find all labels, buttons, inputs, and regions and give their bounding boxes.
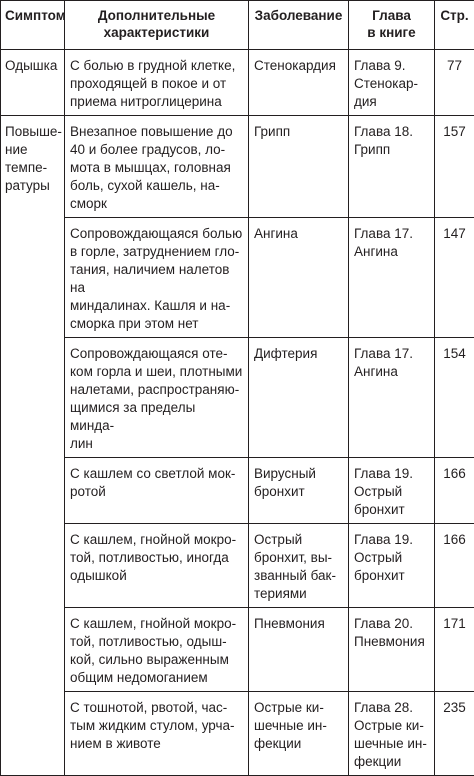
disease-cell-line: Грипп <box>254 123 343 141</box>
chapter-cell-line: Пневмония <box>354 633 429 651</box>
header-disease <box>249 1 349 50</box>
characteristics-cell-line: 40 и более градусов, ло- <box>70 141 243 159</box>
disease-cell-line: Пневмония <box>254 615 343 633</box>
header-symptom-label: Симптом <box>5 8 66 23</box>
table-row <box>1 116 474 218</box>
symptom-cell <box>1 116 65 776</box>
disease-cell-line: званный бак- <box>254 567 343 585</box>
characteristics-cell <box>65 524 249 608</box>
characteristics-cell-line: ком горла и шеи, плотными <box>70 363 243 381</box>
header-page-label: Стр. <box>440 8 468 23</box>
table-row <box>1 608 474 692</box>
characteristics-cell-line: С болью в грудной клетке, <box>70 57 243 75</box>
disease-cell-line: Острый <box>254 531 343 549</box>
characteristics-cell-line: общим недомоганием <box>70 669 243 687</box>
page-cell: 166 <box>435 524 474 608</box>
chapter-cell <box>349 608 435 692</box>
header-symptom <box>1 1 65 50</box>
characteristics-cell-line: боль, сухой кашель, на- <box>70 177 243 195</box>
page-cell: 147 <box>435 218 474 338</box>
symptom-cell-line: Одышка <box>5 57 59 75</box>
header-row <box>1 1 474 50</box>
characteristics-cell-line: проходящей в покое и от <box>70 75 243 93</box>
chapter-cell-line: Ангина <box>354 363 429 381</box>
disease-cell-line: Дифтерия <box>254 345 343 363</box>
chapter-cell-line: фекции <box>354 753 429 771</box>
chapter-cell-line: Глава 19. <box>354 465 429 483</box>
disease-cell <box>249 692 349 776</box>
page-cell: 154 <box>435 338 474 458</box>
chapter-cell-line: Глава 18. <box>354 123 429 141</box>
characteristics-cell-line: щимися за пределы минда- <box>70 399 243 435</box>
chapter-cell-line: Глава 19. <box>354 531 429 549</box>
chapter-cell <box>349 116 435 218</box>
characteristics-cell-line: С кашлем, гнойной мокро- <box>70 531 243 549</box>
characteristics-cell <box>65 116 249 218</box>
characteristics-cell-line: тым жидким стулом, урча- <box>70 717 243 735</box>
disease-cell-line: бронхит <box>254 483 343 501</box>
disease-cell-line: Вирусный <box>254 465 343 483</box>
disease-cell-line: фекции <box>254 735 343 753</box>
characteristics-cell <box>65 608 249 692</box>
page-cell: 77 <box>435 50 474 116</box>
characteristics-cell-line: Внезапное повышение до <box>70 123 243 141</box>
chapter-cell-line: Глава 17. <box>354 225 429 243</box>
chapter-cell-line: Глава 9. <box>354 57 429 75</box>
header-characteristics-line: характеристики <box>69 24 244 41</box>
characteristics-cell-line: Сопровождающаяся болью <box>70 225 243 243</box>
chapter-cell-line: бронхит <box>354 501 429 519</box>
disease-cell-line: шечные ин- <box>254 717 343 735</box>
characteristics-cell-line: ротой <box>70 483 243 501</box>
chapter-cell-line: бронхит <box>354 567 429 585</box>
chapter-cell-line: Глава 17. <box>354 345 429 363</box>
characteristics-cell-line: сморк <box>70 195 243 213</box>
chapter-cell-line: дия <box>354 93 429 111</box>
chapter-cell <box>349 338 435 458</box>
chapter-cell-line: Глава 20. <box>354 615 429 633</box>
characteristics-cell-line: той, потливостью, одыш- <box>70 633 243 651</box>
header-disease-label: Заболевание <box>255 8 343 23</box>
symptom-cell-line: Повыше- <box>5 123 59 141</box>
table-row <box>1 458 474 524</box>
disease-cell-line: Стенокардия <box>254 57 343 75</box>
characteristics-cell <box>65 338 249 458</box>
disease-cell-line: бронхит, вы- <box>254 549 343 567</box>
table-header <box>1 1 474 50</box>
header-characteristics <box>65 1 249 50</box>
disease-cell-line: Острые ки- <box>254 699 343 717</box>
disease-cell <box>249 338 349 458</box>
page-cell: 157 <box>435 116 474 218</box>
chapter-cell-line: Грипп <box>354 141 429 159</box>
characteristics-cell-line: С кашлем, гнойной мокро- <box>70 615 243 633</box>
characteristics-cell-line: тания, наличием налетов на <box>70 261 243 297</box>
header-characteristics-line: Дополнительные <box>69 7 244 24</box>
chapter-cell <box>349 50 435 116</box>
characteristics-cell-line: мота в мышцах, головная <box>70 159 243 177</box>
disease-cell <box>249 218 349 338</box>
page-cell: 171 <box>435 608 474 692</box>
disease-cell <box>249 608 349 692</box>
characteristics-cell-line: сморка при этом нет <box>70 315 243 333</box>
characteristics-cell-line: в горле, затруднением гло- <box>70 243 243 261</box>
table-row <box>1 218 474 338</box>
symptom-cell-line: темпе- <box>5 159 59 177</box>
symptom-cell-line: ние <box>5 141 59 159</box>
table-row <box>1 524 474 608</box>
disease-cell-line: териями <box>254 585 343 603</box>
characteristics-cell-line: одышкой <box>70 567 243 585</box>
characteristics-cell-line: миндалинах. Кашля и на- <box>70 297 243 315</box>
disease-cell <box>249 116 349 218</box>
page-cell: 235 <box>435 692 474 776</box>
table-row <box>1 338 474 458</box>
symptom-cell-line: ратуры <box>5 177 59 195</box>
header-chapter-line: Глава <box>353 7 430 24</box>
chapter-cell-line: Стенокар- <box>354 75 429 93</box>
symptom-cell <box>1 50 65 116</box>
chapter-cell-line: Ангина <box>354 243 429 261</box>
characteristics-cell-line: той, потливостью, иногда <box>70 549 243 567</box>
chapter-cell-line: Острый <box>354 549 429 567</box>
table-body <box>1 50 474 776</box>
characteristics-cell-line: налетами, распространяю- <box>70 381 243 399</box>
table-row <box>1 50 474 116</box>
characteristics-cell <box>65 50 249 116</box>
disease-cell <box>249 458 349 524</box>
chapter-cell-line: Глава 28. <box>354 699 429 717</box>
characteristics-cell-line: Сопровождающаяся оте- <box>70 345 243 363</box>
header-page <box>435 1 474 50</box>
characteristics-cell-line: С тошнотой, рвотой, час- <box>70 699 243 717</box>
disease-cell <box>249 524 349 608</box>
characteristics-cell-line: нием в животе <box>70 735 243 753</box>
characteristics-cell-line: приема нитроглицерина <box>70 93 243 111</box>
characteristics-cell-line: С кашлем со светлой мок- <box>70 465 243 483</box>
characteristics-cell <box>65 458 249 524</box>
chapter-cell-line: Острый <box>354 483 429 501</box>
chapter-cell-line: шечные ин- <box>354 735 429 753</box>
header-chapter <box>349 1 435 50</box>
disease-cell <box>249 50 349 116</box>
chapter-cell-line: Острые ки- <box>354 717 429 735</box>
characteristics-cell-line: кой, сильно выраженным <box>70 651 243 669</box>
header-chapter-line: в книге <box>353 24 430 41</box>
page-cell: 166 <box>435 458 474 524</box>
chapter-cell <box>349 692 435 776</box>
characteristics-cell <box>65 692 249 776</box>
chapter-cell <box>349 524 435 608</box>
table-row <box>1 692 474 776</box>
chapter-cell <box>349 458 435 524</box>
characteristics-cell-line: лин <box>70 435 243 453</box>
characteristics-cell <box>65 218 249 338</box>
disease-cell-line: Ангина <box>254 225 343 243</box>
chapter-cell <box>349 218 435 338</box>
